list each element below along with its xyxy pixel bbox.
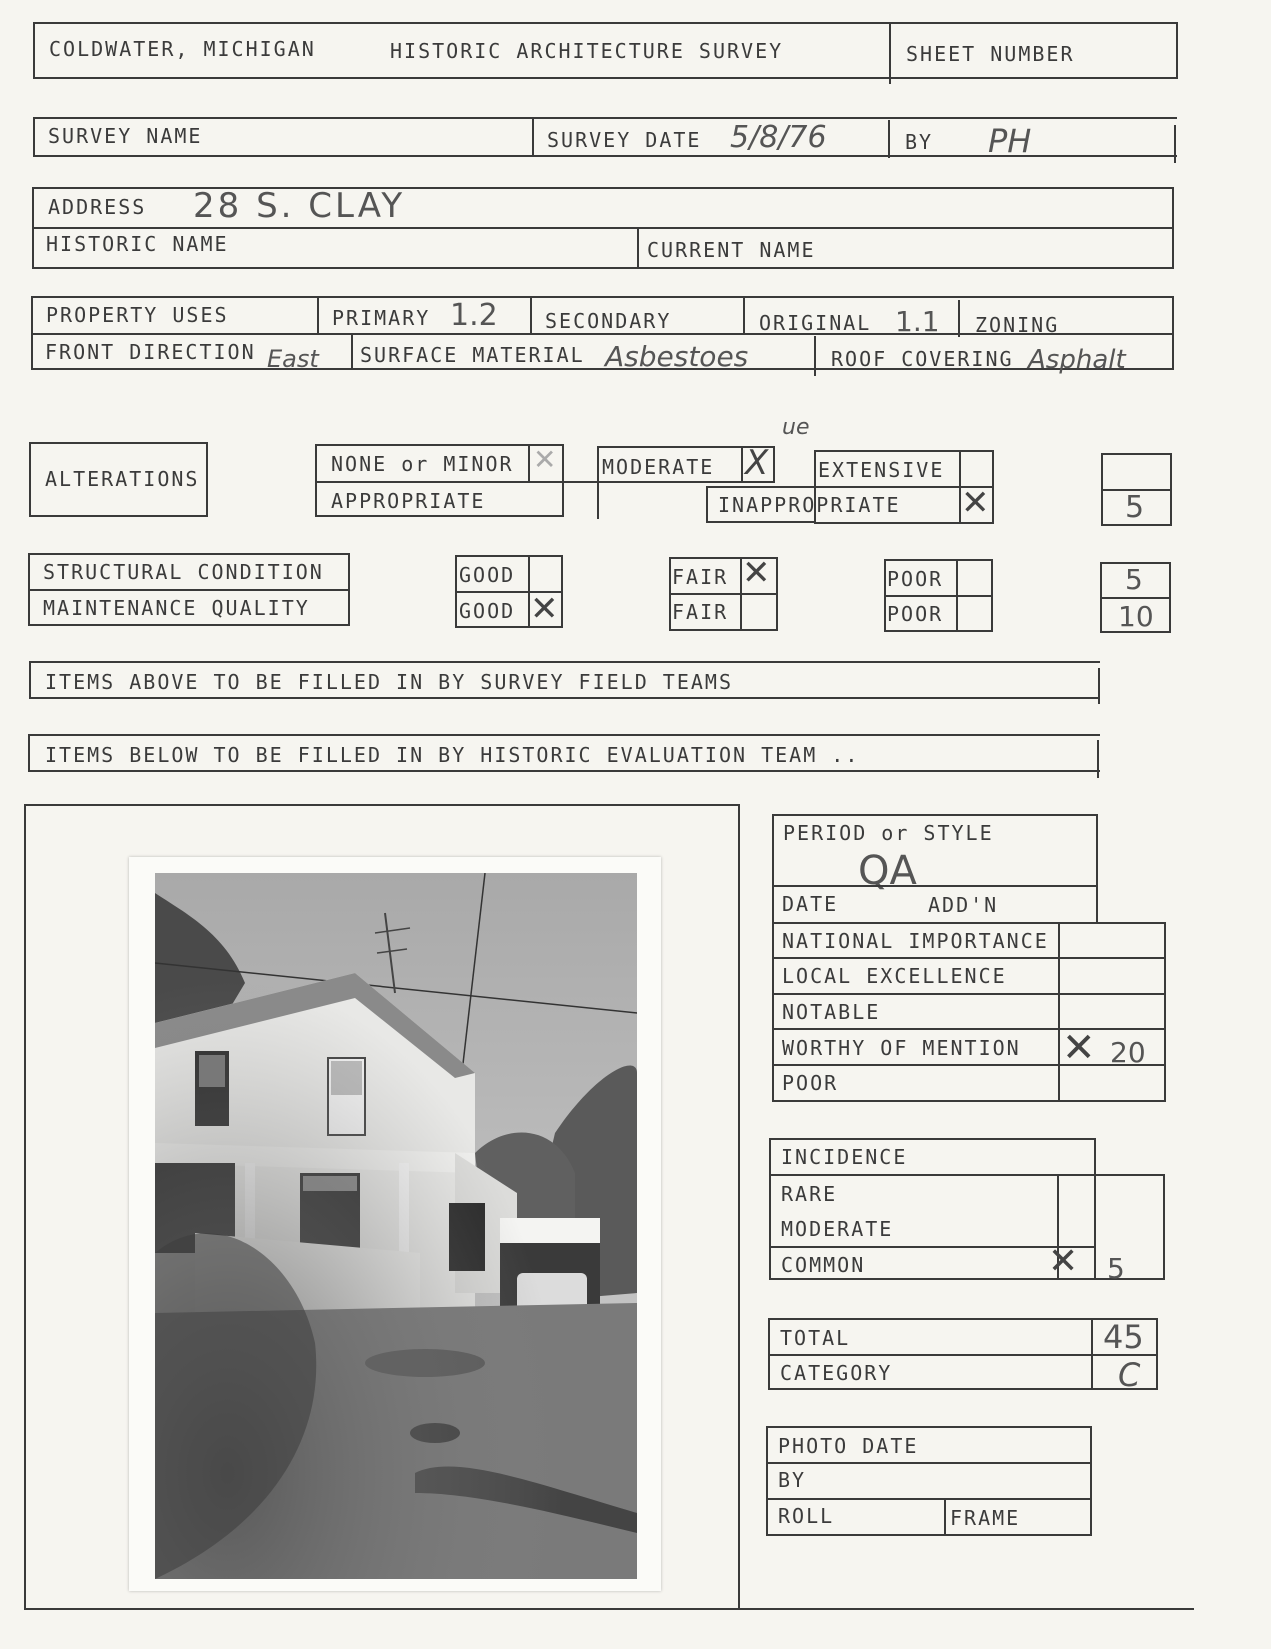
common-score: 5 [1107, 1252, 1125, 1285]
common-label: COMMON [781, 1253, 866, 1277]
total-value: 45 [1103, 1318, 1144, 1356]
property-uses-label: PROPERTY USES [46, 303, 229, 327]
frame-label: FRAME [950, 1506, 1021, 1530]
photo-date-label: PHOTO DATE [778, 1434, 919, 1458]
address-label: ADDRESS [48, 195, 147, 219]
period-value: QA [858, 848, 917, 894]
category-label: CATEGORY [780, 1361, 893, 1385]
current-name-label: CURRENT NAME [647, 238, 816, 262]
category-value: C [1118, 1356, 1141, 1394]
note-below-text: ITEMS BELOW TO BE FILLED IN BY HISTORIC EVALUATION TEAM .. [45, 743, 860, 767]
primary-value: 1.2 [450, 298, 498, 333]
notable-label: NOTABLE [782, 1000, 881, 1024]
incidence-label: INCIDENCE [781, 1145, 908, 1169]
common-checkbox[interactable]: ✕ [1048, 1241, 1079, 1282]
sheet-number-label: SHEET NUMBER [906, 42, 1075, 66]
worthy-of-mention-checkbox[interactable]: ✕ [1062, 1025, 1096, 1071]
worthy-of-mention-label: WORTHY OF MENTION [782, 1036, 1021, 1060]
addn-label: ADD'N [928, 893, 999, 917]
house-photograph [155, 873, 637, 1579]
original-value: 1.1 [895, 305, 940, 338]
worthy-score: 20 [1110, 1036, 1146, 1069]
front-direction-value: East [267, 345, 319, 373]
survey-name-label: SURVEY NAME [48, 124, 203, 148]
period-label: PERIOD or STYLE [783, 821, 994, 845]
survey-date-value: 5/8/76 [730, 120, 827, 155]
house-photo-image [155, 873, 637, 1579]
survey-date-label: SURVEY DATE [547, 128, 702, 152]
maintenance-good-checkbox[interactable]: ✕ [530, 589, 559, 629]
structural-poor-label: POOR [887, 567, 944, 591]
roll-label: ROLL [778, 1504, 835, 1528]
rare-label: RARE [781, 1182, 838, 1206]
total-label: TOTAL [780, 1326, 851, 1350]
zoning-label: ZONING [975, 313, 1060, 337]
photo-by-label: BY [778, 1468, 807, 1492]
local-excellence-label: LOCAL EXCELLENCE [782, 964, 1007, 988]
surface-material-label: SURFACE MATERIAL [360, 343, 585, 367]
incidence-moderate-label: MODERATE [781, 1217, 894, 1241]
moderate-label: MODERATE [602, 455, 715, 479]
historic-name-label: HISTORIC NAME [46, 232, 229, 256]
structural-condition-label: STRUCTURAL CONDITION [43, 560, 324, 584]
note-above-text: ITEMS ABOVE TO BE FILLED IN BY SURVEY FIELD TEAMS [45, 670, 734, 694]
extensive-label: EXTENSIVE [818, 458, 945, 482]
poor-rating-label: POOR [782, 1071, 839, 1095]
alterations-score: 5 [1125, 490, 1145, 525]
maintenance-poor-label: POOR [887, 602, 944, 626]
inappropriate-label: INAPPROPRIATE [718, 493, 901, 517]
maintenance-quality-label: MAINTENANCE QUALITY [43, 596, 310, 620]
survey-by-value: PH [988, 122, 1032, 160]
alterations-label: ALTERATIONS [45, 467, 200, 491]
primary-label: PRIMARY [332, 306, 431, 330]
none-minor-checkbox[interactable]: ✕ [533, 443, 557, 476]
inappropriate-checkbox[interactable]: ✕ [961, 483, 990, 523]
moderate-checkbox[interactable]: X [745, 443, 769, 483]
roof-covering-label: ROOF COVERING [831, 347, 1014, 371]
structural-score: 5 [1125, 563, 1143, 596]
surface-material-value: Asbestoes [605, 340, 749, 373]
moderate-initials: ue [782, 415, 810, 440]
secondary-label: SECONDARY [545, 309, 672, 333]
city-label: COLDWATER, MICHIGAN [49, 37, 316, 61]
roof-covering-value: Asphalt [1028, 345, 1126, 375]
form-title: HISTORIC ARCHITECTURE SURVEY [390, 39, 784, 63]
national-importance-label: NATIONAL IMPORTANCE [782, 929, 1049, 953]
maintenance-score: 10 [1118, 600, 1154, 633]
maintenance-good-label: GOOD [459, 599, 516, 623]
structural-fair-label: FAIR [672, 565, 729, 589]
front-direction-label: FRONT DIRECTION [45, 340, 256, 364]
maintenance-fair-label: FAIR [672, 600, 729, 624]
structural-good-label: GOOD [459, 563, 516, 587]
date-label: DATE [782, 892, 839, 916]
survey-by-label: BY [905, 130, 934, 154]
appropriate-label: APPROPRIATE [331, 489, 486, 513]
address-value: 28 S. CLAY [193, 186, 406, 226]
none-minor-label: NONE or MINOR [331, 452, 514, 476]
original-label: ORIGINAL [759, 311, 872, 335]
structural-fair-checkbox[interactable]: ✕ [742, 553, 771, 593]
